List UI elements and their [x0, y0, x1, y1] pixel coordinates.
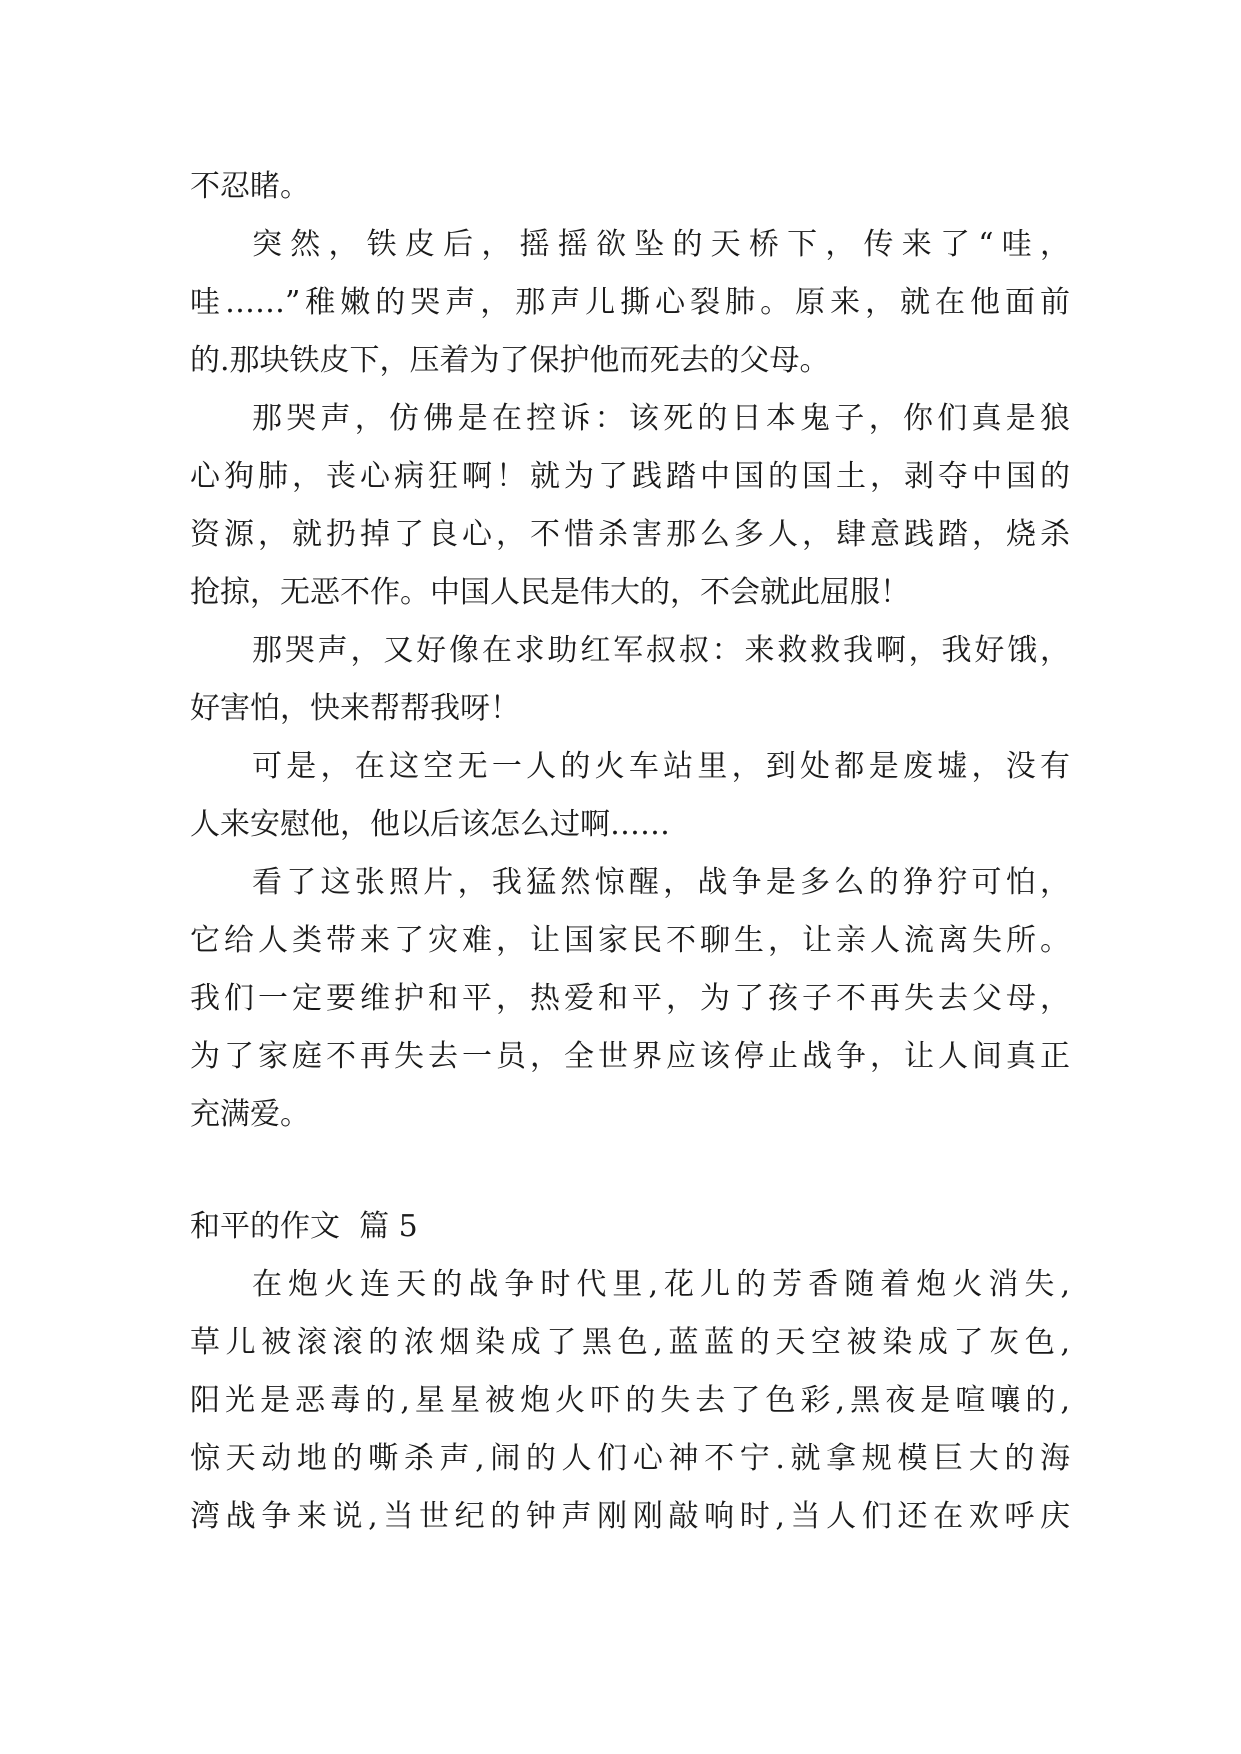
paragraph-line: 好害怕，快来帮帮我呀！ [190, 691, 520, 726]
paragraph-line: 湾战争来说,当世纪的钟声刚刚敲响时,当人们还在欢呼庆 [190, 1499, 1070, 1534]
paragraph-line: 抢掠，无恶不作。中国人民是伟大的，不会就此屈服！ [190, 575, 910, 610]
paragraph-line: 不忍睹。 [190, 169, 310, 204]
section-gap [190, 1144, 1070, 1198]
paragraph-line: 心狗肺，丧心病狂啊！就为了践踏中国的国土，剥夺中国的 [190, 459, 1070, 494]
paragraph-line: 惊天动地的嘶杀声,闹的人们心神不宁.就拿规模巨大的海 [190, 1441, 1070, 1476]
paragraph-line: 在炮火连天的战争时代里,花儿的芳香随着炮火消失, [252, 1267, 1070, 1302]
paragraph-line: 资源，就扔掉了良心，不惜杀害那么多人，肆意践踏，烧杀 [190, 517, 1070, 552]
paragraph-line: 看了这张照片，我猛然惊醒，战争是多么的狰狞可怕， [252, 865, 1070, 900]
paragraph-line: 它给人类带来了灾难，让国家民不聊生，让亲人流离失所。 [190, 923, 1070, 958]
paragraph-line: 充满爱。 [190, 1097, 310, 1132]
paragraph-line: 为了家庭不再失去一员，全世界应该停止战争，让人间真正 [190, 1039, 1070, 1074]
paragraph-line: 突然，铁皮后，摇摇欲坠的天桥下，传来了“哇， [252, 227, 1070, 262]
paragraph-line: 哇……”稚嫩的哭声，那声儿撕心裂肺。原来，就在他面前 [190, 285, 1070, 320]
paragraph-line: 可是，在这空无一人的火车站里，到处都是废墟，没有 [252, 749, 1070, 784]
paragraph-line: 那哭声，仿佛是在控诉：该死的日本鬼子，你们真是狼 [252, 401, 1070, 436]
paragraph-line: 的.那块铁皮下，压着为了保护他而死去的父母。 [190, 343, 830, 378]
paragraph-line: 我们一定要维护和平，热爱和平，为了孩子不再失去父母， [190, 981, 1070, 1016]
section-heading: 和平的作文 篇 5 [190, 1209, 418, 1244]
paragraph-line: 草儿被滚滚的浓烟染成了黑色,蓝蓝的天空被染成了灰色, [190, 1325, 1070, 1360]
paragraph-line: 阳光是恶毒的,星星被炮火吓的失去了色彩,黑夜是喧嚷的, [190, 1383, 1070, 1418]
paragraph-line: 人来安慰他，他以后该怎么过啊…… [190, 807, 670, 842]
paragraph-line: 那哭声，又好像在求助红军叔叔：来救救我啊，我好饿， [252, 633, 1070, 668]
document-body [190, 158, 1070, 1546]
